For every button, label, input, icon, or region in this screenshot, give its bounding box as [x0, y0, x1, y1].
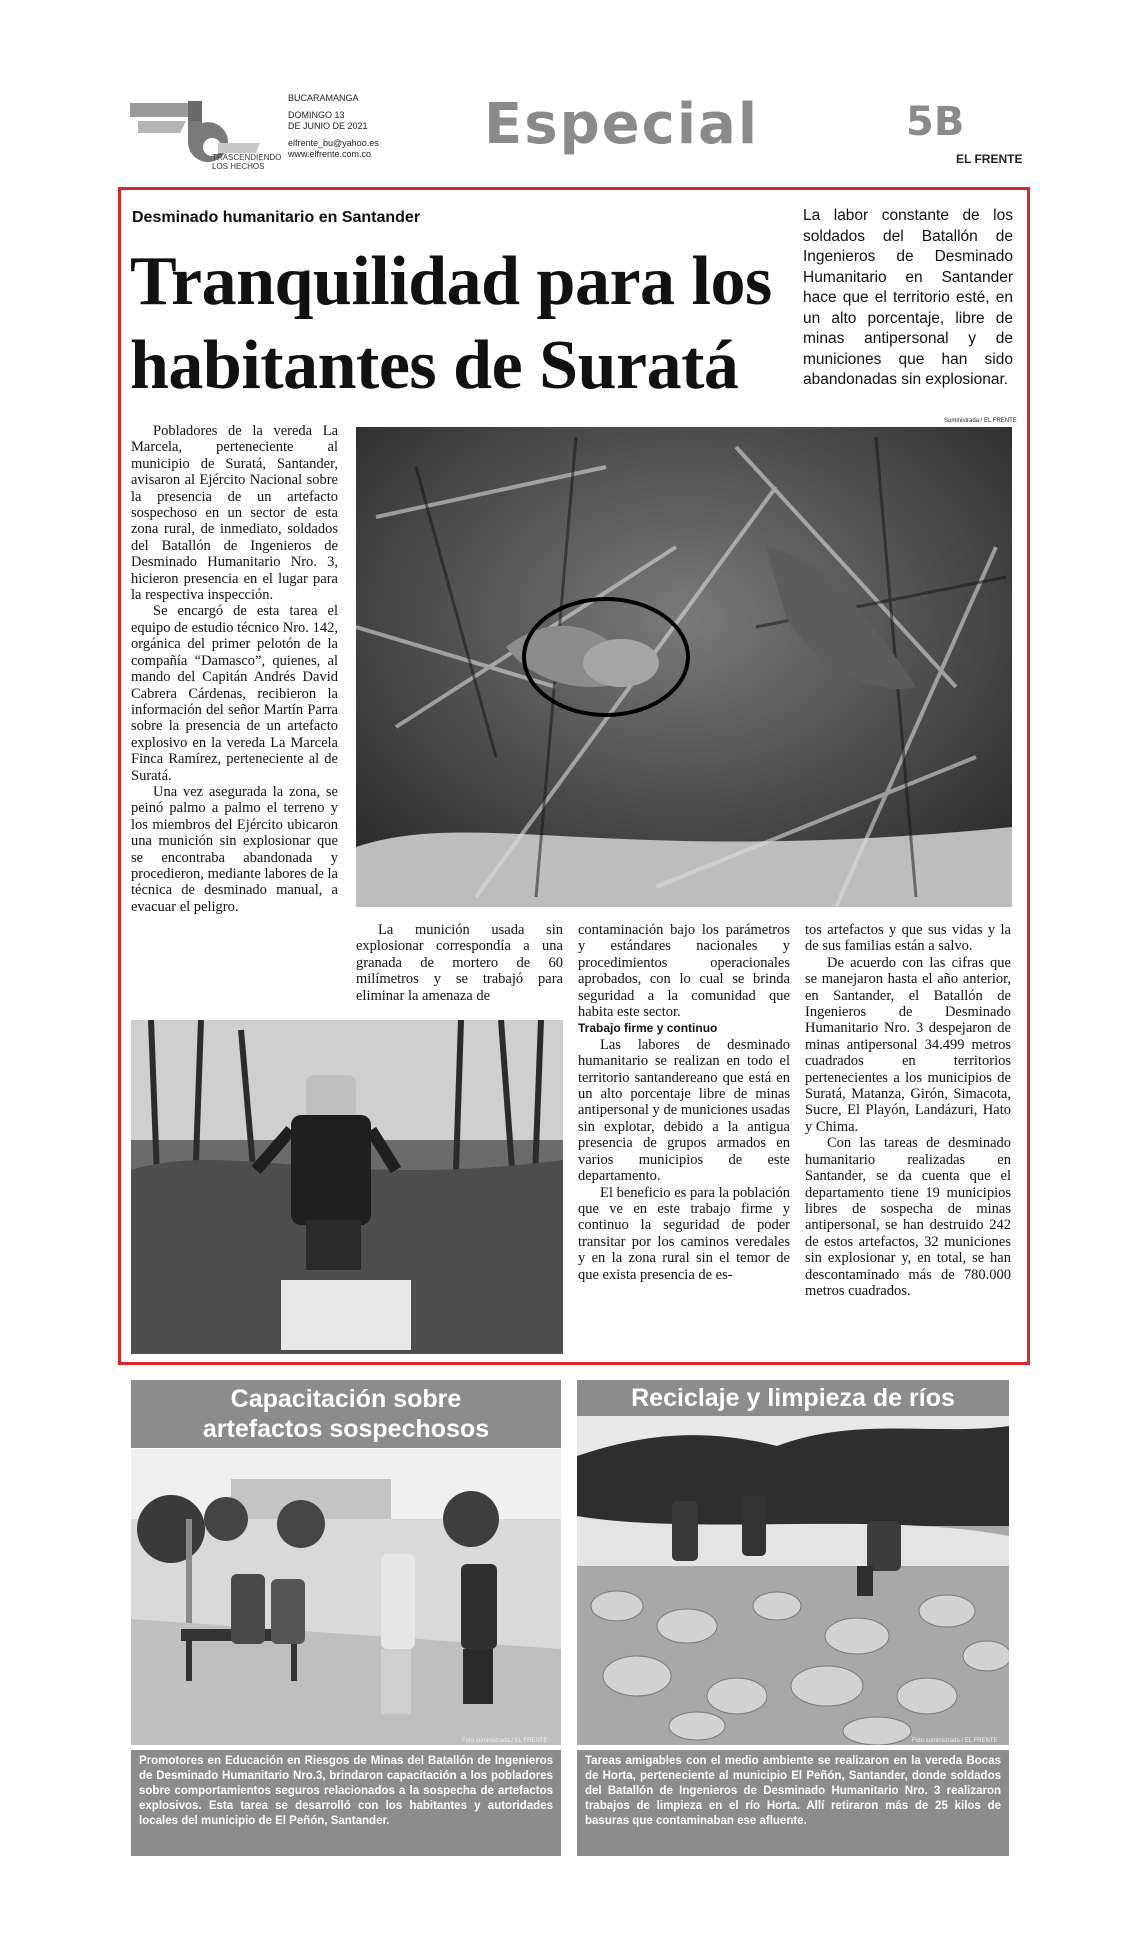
- box-title-training: Capacitación sobre artefactos sospechosos: [131, 1380, 561, 1448]
- article-headline: Tranquilidad para los habitantes de Suratá: [130, 243, 772, 404]
- paragraph: Las labores de desminado humanitario se realizan en todo el territorio santandereano que está en un alto porcentaje libre de minas antipersonal y de municiones usadas sin explotar, debido a la antigua presencia de grupos armados en varios municipios de este departamento.: [578, 1036, 790, 1185]
- river-cleanup-photo: [577, 1416, 1009, 1745]
- munition-photo: [356, 427, 1012, 907]
- article-column-4: [805, 922, 1011, 1299]
- email-link[interactable]: elfrente_bu@yahoo.es: [288, 138, 379, 148]
- caption-recycling: Tareas amigables con el medio ambiente se realizaron en la vereda Bocas de Horta, perteneciente al municipio El Peñón, Santander, donde soldados del Batallón de Ingenieros de Desminado Humanitario Nro. 3 realizaron trabajos de limpieza en el río Horta. Allí retiraron más de 25 kilos de basuras que contaminaban ese afluente.: [577, 1750, 1009, 1856]
- paragraph: contaminación bajo los parámetros y estándares nacionales y procedimientos operacionales aprobados, con lo cual se brinda seguridad a la comunidad que habita este sector.: [578, 922, 790, 1021]
- article-kicker: Desminado humanitario en Santander: [132, 209, 421, 226]
- caption-training: Promotores en Educación en Riesgos de Minas del Batallón de Ingenieros de Desminado Humanitario Nro.3, brindaron capacitación a los pobladores sobre comportamientos seguros relacionados a la sospecha de artefactos explosivos. Esta tarea se desarrolló con los habitantes y autoridades locales del municipio de El Peñón, Santander.: [131, 1750, 561, 1856]
- paragraph: Una vez asegurada la zona, se peinó palmo a palmo el terreno y los miembros del Ejército ubicaron una munición sin explosionar que se encontraba abandonada y procedieron, mediante labores de la técnica de desminado manual, a evacuar el peligro.: [131, 783, 338, 915]
- photo-credit: Foto suministrada / EL FRENTE: [462, 1738, 548, 1744]
- section-title: Especial: [484, 92, 760, 157]
- date-line-2: DE JUNIO DE 2021: [288, 121, 368, 131]
- logo-tagline: TRASCENDIENDO LOS HECHOS: [212, 153, 282, 171]
- article-column-1: [131, 423, 338, 915]
- article-column-3: [578, 922, 790, 1283]
- article-column-2: [356, 922, 563, 1004]
- subheading: Trabajo firme y continuo: [578, 1021, 718, 1036]
- city: BUCARAMANGA: [288, 93, 359, 103]
- paragraph: De acuerdo con las cifras que se manejaron hasta el año anterior, en Santander, el Batallón de Ingenieros de Desminado Humanitario Nro. 3 despejaron de minas antipersonal 34.499 metros cuadrados en territorios pertenecientes a los municipios de Suratá, Matanza, Girón, Simacota, Sucre, El Playón, Landázuri, Hato y Chima.: [805, 954, 1011, 1135]
- date-line-1: DOMINGO 13: [288, 110, 345, 120]
- paragraph: Se encargó de esta tarea el equipo de estudio técnico Nro. 142, orgánica del primer pelotón de la compañía “Damasco”, quienes, al mando del Capitán Andrés David Cabrera Cárdenas, recibieron la información del señor Martín Parra sobre la presencia de un artefacto explosivo en la vereda La Marcela Finca Ramírez, perteneciente al de Suratá.: [131, 603, 338, 784]
- masthead-info: [288, 93, 379, 160]
- paragraph: tos artefactos y que sus vidas y la de sus familias están a salvo.: [805, 922, 1011, 955]
- website-link[interactable]: www.elfrente.com.co: [288, 149, 372, 159]
- photo-credit: Foto suministrada / EL FRENTE: [912, 1738, 998, 1744]
- paragraph: El beneficio es para la población que ve en este trabajo firme y continuo la seguridad de poder transitar por los caminos veredales y en la zona rural sin el temor de que exista presencia de es-: [578, 1184, 790, 1283]
- paper-name: EL FRENTE: [956, 152, 1023, 166]
- article-deck: La labor constante de los soldados del Batallón de Ingenieros de Desminado Humanitario en Santander hace que el territorio esté, en un alto porcentaje, libre de minas antipersonal y de municiones que han sido abandonadas sin explosionar.: [803, 207, 1013, 388]
- box-title-recycling: Reciclaje y limpieza de ríos: [577, 1380, 1009, 1416]
- photo-credit: Suministrada / EL FRENTE: [944, 418, 1017, 424]
- paragraph: Pobladores de la vereda La Marcela, perteneciente al municipio de Suratá, Santander, avisaron al Ejército Nacional sobre la presencia de un artefacto sospechoso en un sector de esta zona rural, de inmediato, soldados del Batallón de Ingenieros de Desminado Humanitario Nro. 3, hicieron presencia en el lugar para la respectiva inspección.: [131, 423, 338, 604]
- training-photo: [131, 1449, 561, 1745]
- deminer-photo: [131, 1020, 563, 1354]
- paragraph: Con las tareas de desminado humanitario realizadas en Santander, se da cuenta que el departamento tiene 19 municipios libres de sospecha de minas antipersonal, se han destruido 242 de estos artefactos, 32 municiones sin explosionar y, en total, se han descontaminado más de 780.000 metros cuadrados.: [805, 1135, 1011, 1299]
- paragraph: La munición usada sin explosionar correspondía a una granada de mortero de 60 milímetros y se trabajó para eliminar la amenaza de: [356, 922, 563, 1004]
- page-number: 5B: [906, 99, 965, 145]
